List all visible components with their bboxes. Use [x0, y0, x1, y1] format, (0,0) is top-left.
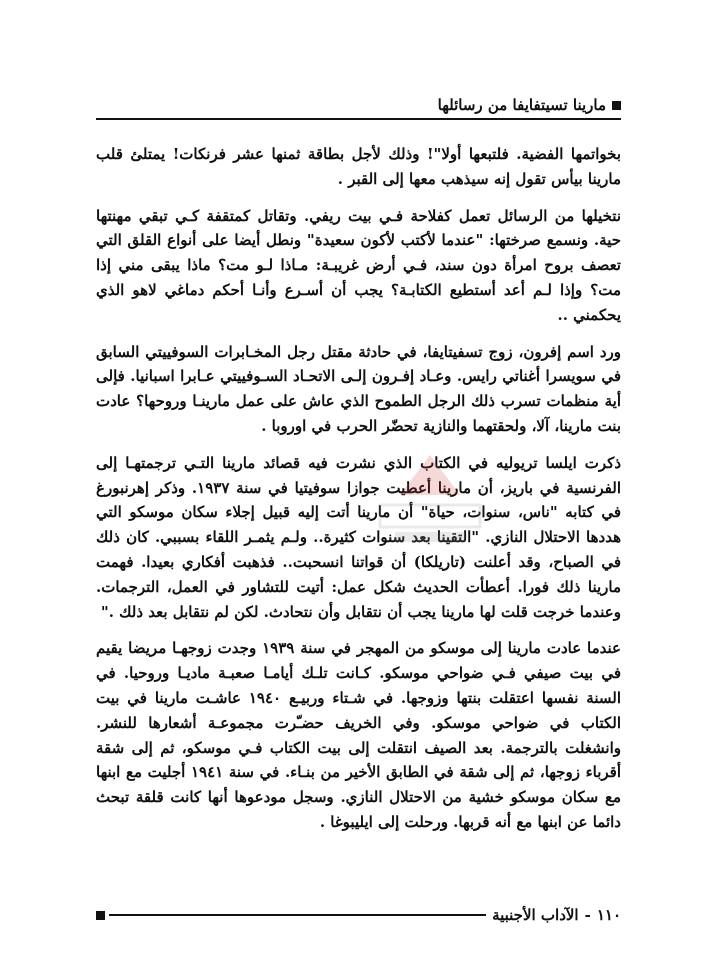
header-title: مارينا تسيتفايفا من رسائلها [437, 96, 606, 114]
footer-rule [109, 914, 486, 916]
paragraph: ذكرت ايلسا تريوليه في الكتاب الذي نشرت فيه قصائد مارينا التـي ترجمتهـا إلى الفرنسية في باريز، أن مارينا أعطيت جوازا سوفيتيا في سنة ١٩٣٧. وذكر إهرنبورغ في كتابه "ناس، سنوات، حياة" أن مارينا أتت إليه قبيل إجلاء سكان موسكو التي هددها الاحتلال النازي. "التقينا بعد سنوات كثيرة.. ولـم يثمـر اللقاء بسببي. كان ذلك في الصباح، وقد أعلنت (تاريلكا) أن قواتنا انسحبت.. فذهبت أفكاري بعيدا. فهمت مارينا ذلك فورا. أعطأت الحديث شكل عمل: أتيت للتشاور في العمل، الترجمات. وعندما خرجت قلت لها مارينا يجب أن نتقابل وأن نتحادث. لكن لم نتقابل بعد ذلك ." [96, 453, 621, 621]
paragraph: نتخيلها من الرسائل تعمل كفلاحة فـي بيت ريفي. وتقاتل كمتقفة كـي تبقي مهنتها حية. ونسمع صرختها: "عندما لأكتب لأكون سعيدة" ونطل أيضا على أنواع القلق التي تعصف بروح امرأة دون سند، فـي أرض غريبـة: مـاذا لـو مت؟ ماذا يبقى مني إذا مت؟ وإذا لـم أعد أستطيع الكتابـة؟ يجب أن أسـرع وأنـا أحكم دماغي لاهو الذي يحكمني .. [96, 206, 621, 324]
running-header [96, 92, 621, 120]
page-number: ١١٠ [596, 906, 621, 924]
paragraph: بخواتمها الفضية. فلتبعها أولا"! وذلك لأجل بطاقة ثمنها عشر فرنكات! يمتلئ قلب مارينا بيأس تقول إنه سيذهب معها إلى القبر . [96, 145, 621, 188]
paragraph: ورد اسم إفرون، زوج تسفيتايفا، في حادثة مقتل رجل المخـابرات السوفييتي السابق في سويسرا أغناتي رايس. وعـاد إفـرون إلـى الاتحـاد السـوفييتي عـابرا اسبانيا. فإلى أية منظمات تسرب ذلك الرجل الطموح الذي عاش على عمل مارينـا وروحها؟ عادت بنت مارينا، آلا، ولحقتهما والنازية تحضّر الحرب في اوروبا . [96, 342, 621, 435]
journal-name: الآداب الأجنبية [492, 906, 579, 924]
footer-square-icon [96, 911, 105, 920]
article-body [96, 142, 621, 835]
paragraph: عندما عادت مارينا إلى موسكو من المهجر في سنة ١٩٣٩ وجدت زوجهـا مريضا يقيم في بيت صيفي فـي ضواحي موسكو. كـانت تلـك أيامـا صعبـة ماديـا وروحيا. في السنة نفسها اعتقلت بنتها وزوجها. في شـتاء وربيـع ١٩٤٠ عاشـت مارينا في بيت الكتاب في ضواحي موسكو. وفي الخريف حضـّرت مجموعـة أشعارها للنشر. وانشغلت بالترجمة. بعد الصيف انتقلت إلى بيت الكتاب فـي موسكو، ثم إلى شقة أقرباء زوجها، ثم إلى شقة في الطابق الأخير من بنـاء. في سنة ١٩٤١ أجليت مع ابنها مع سكان موسكو خشية من الاحتلال النازي. وسجل مودعوها أنها كانت قلقة تبحث دائما عن ابنها مع أنه قربها. ورحلت إلى ايليبوغا . [96, 639, 621, 831]
footer-dash: - [584, 906, 591, 924]
page-footer [96, 904, 621, 926]
header-square-icon [612, 101, 621, 110]
